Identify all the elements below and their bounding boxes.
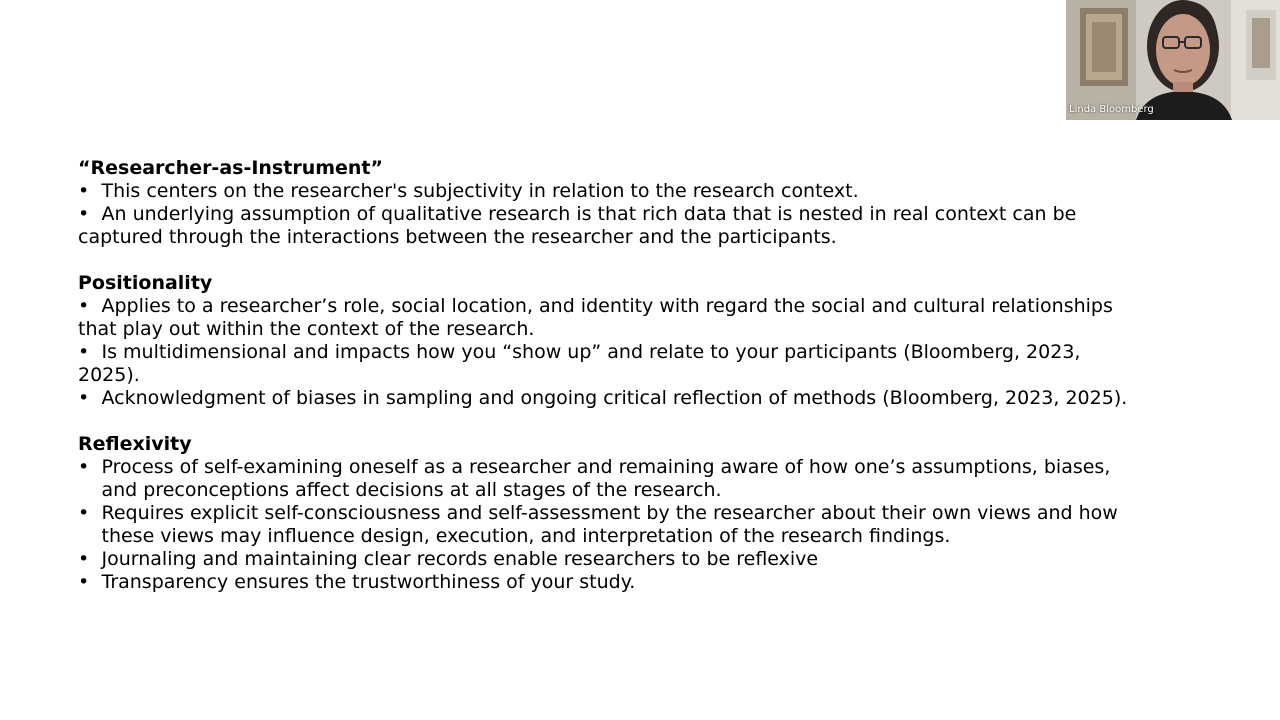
bullet-icon: •: [78, 341, 90, 363]
bullet-icon: •: [78, 387, 90, 409]
section-researcher-as-instrument: [78, 157, 1138, 249]
bullet-list: [78, 180, 1138, 249]
participant-video-feed: [1066, 0, 1280, 120]
bullet-item: [78, 341, 1138, 387]
bullet-icon: •: [78, 456, 90, 478]
bullet-text: Applies to a researcher’s role, social location, and identity with regard the social and cultural relationships that play out within the context of the research.: [78, 295, 1113, 340]
section-heading: Positionality: [78, 272, 213, 294]
bullet-list: [78, 456, 1138, 594]
bullet-item: [78, 502, 1138, 548]
bullet-text: Is multidimensional and impacts how you “show up” and relate to your participants (Bloomberg, 2023, 2025).: [78, 341, 1081, 386]
bullet-item: [78, 180, 1138, 203]
bullet-item: [78, 456, 1138, 502]
bullet-icon: •: [78, 571, 90, 593]
bullet-text: This centers on the researcher's subjectivity in relation to the research context.: [101, 180, 859, 202]
bullet-list: [78, 295, 1138, 410]
bullet-icon: •: [78, 548, 90, 570]
bullet-item: [78, 571, 1138, 594]
participant-video-tile[interactable]: [1066, 0, 1280, 120]
section-reflexivity: [78, 433, 1138, 594]
bullet-text: Transparency ensures the trustworthiness of your study.: [101, 571, 636, 593]
section-positionality: [78, 272, 1138, 410]
bullet-text: Process of self-examining oneself as a researcher and remaining aware of how one’s assumptions, biases, and preconceptions affect decisions at all stages of the research.: [101, 456, 1111, 501]
section-heading: “Researcher-as-Instrument”: [78, 157, 384, 179]
bullet-item: [78, 387, 1138, 410]
bullet-text: An underlying assumption of qualitative research is that rich data that is nested in real context can be captured through the interactions between the researcher and the participants.: [78, 203, 1077, 248]
slide-content: [78, 157, 1138, 594]
bullet-item: [78, 295, 1138, 341]
bullet-item: [78, 548, 1138, 571]
section-heading: Reflexivity: [78, 433, 192, 455]
bullet-text: Requires explicit self-consciousness and self-assessment by the researcher about their own views and how these views may influence design, execution, and interpretation of the research findings.: [101, 502, 1118, 547]
bullet-item: [78, 203, 1138, 249]
bullet-text: Journaling and maintaining clear records enable researchers to be reflexive: [101, 548, 819, 570]
bullet-icon: •: [78, 295, 90, 317]
participant-name-label: Linda Bloomberg: [1069, 104, 1154, 115]
bullet-icon: •: [78, 203, 90, 225]
bullet-text: Acknowledgment of biases in sampling and ongoing critical reflection of methods (Bloomberg, 2023, 2025).: [101, 387, 1128, 409]
bullet-icon: •: [78, 502, 90, 524]
bullet-icon: •: [78, 180, 90, 202]
